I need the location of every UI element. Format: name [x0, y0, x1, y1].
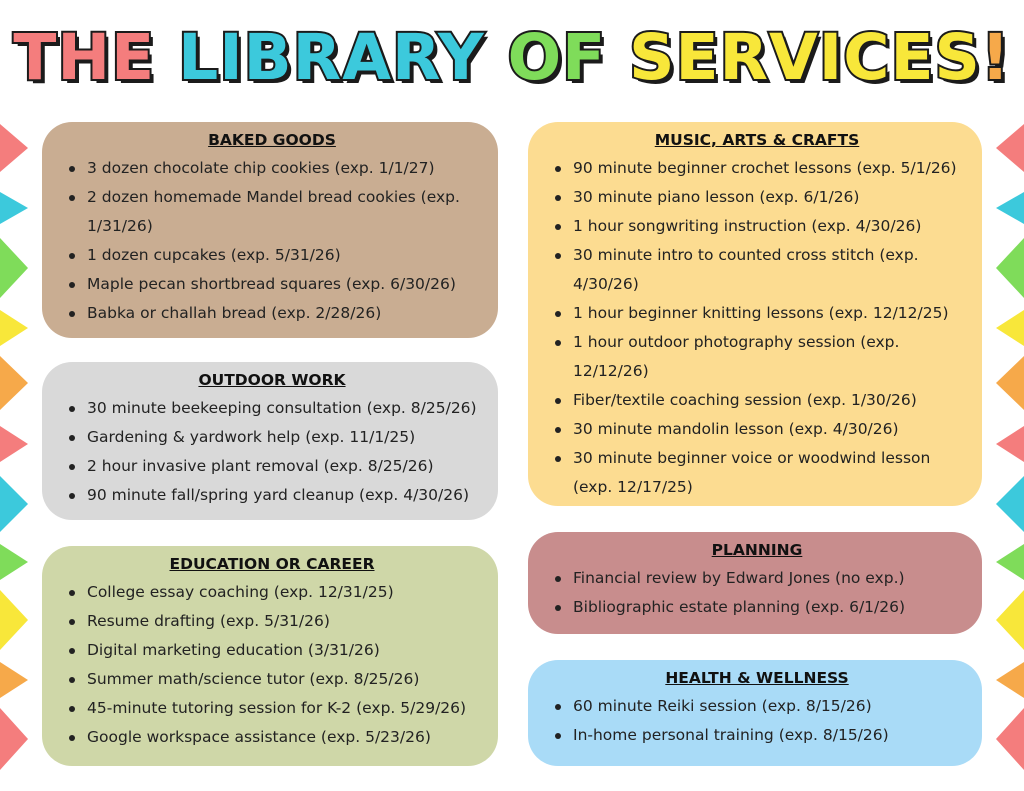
service-item: 30 minute beekeeping consultation (exp. 8/25/26) [66, 394, 478, 423]
health-wellness-card [528, 660, 982, 766]
outdoor-work-card [42, 362, 498, 520]
service-item: Bibliographic estate planning (exp. 6/1/26) [552, 593, 962, 622]
service-item: Babka or challah bread (exp. 2/28/26) [66, 299, 478, 328]
triangle-decoration [996, 426, 1024, 462]
service-item: Google workspace assistance (exp. 5/23/26) [66, 723, 478, 752]
service-item: 1 hour outdoor photography session (exp. 12/12/26) [552, 328, 962, 386]
section-heading: MUSIC, ARTS & CRAFTS [654, 131, 860, 149]
service-item: 2 hour invasive plant removal (exp. 8/25/26) [66, 452, 478, 481]
triangle-decoration [0, 238, 28, 298]
service-item: Summer math/science tutor (exp. 8/25/26) [66, 665, 478, 694]
triangle-decoration [0, 544, 28, 580]
triangle-decoration [996, 310, 1024, 346]
music-arts-crafts-card [528, 122, 982, 506]
service-item: 1 dozen cupcakes (exp. 5/31/26) [66, 241, 478, 270]
triangle-decoration [0, 708, 28, 770]
service-item: 30 minute intro to counted cross stitch (exp. 4/30/26) [552, 241, 962, 299]
service-item: 1 hour beginner knitting lessons (exp. 12/12/25) [552, 299, 962, 328]
triangle-decoration [996, 708, 1024, 770]
section-heading: BAKED GOODS [208, 131, 336, 149]
page-title [0, 18, 1024, 98]
triangle-decoration [996, 476, 1024, 532]
triangle-decoration [996, 356, 1024, 410]
triangle-decoration [0, 356, 28, 410]
service-list [552, 692, 962, 750]
service-item: 3 dozen chocolate chip cookies (exp. 1/1/27) [66, 154, 478, 183]
left-triangle-border [0, 0, 30, 791]
service-item: 30 minute piano lesson (exp. 6/1/26) [552, 183, 962, 212]
service-item: 45-minute tutoring session for K-2 (exp. 5/29/26) [66, 694, 478, 723]
triangle-decoration [996, 662, 1024, 698]
service-item: In-home personal training (exp. 8/15/26) [552, 721, 962, 750]
service-list [66, 578, 478, 752]
service-item: Resume drafting (exp. 5/31/26) [66, 607, 478, 636]
section-heading: EDUCATION OR CAREER [169, 555, 375, 573]
triangle-decoration [0, 124, 28, 172]
triangle-decoration [0, 426, 28, 462]
service-item: 1 hour songwriting instruction (exp. 4/30/26) [552, 212, 962, 241]
triangle-decoration [996, 238, 1024, 298]
triangle-decoration [996, 590, 1024, 650]
service-item: 90 minute beginner crochet lessons (exp. 5/1/26) [552, 154, 962, 183]
service-item: Digital marketing education (3/31/26) [66, 636, 478, 665]
planning-card [528, 532, 982, 634]
section-heading: PLANNING [711, 541, 803, 559]
service-list [552, 564, 962, 622]
section-heading: OUTDOOR WORK [198, 371, 346, 389]
title-word-of: OF [507, 21, 607, 94]
service-item: Fiber/textile coaching session (exp. 1/30/26) [552, 386, 962, 415]
education-career-card [42, 546, 498, 766]
title-word-the: THE [13, 21, 156, 94]
baked-goods-card [42, 122, 498, 338]
service-item: Maple pecan shortbread squares (exp. 6/30/26) [66, 270, 478, 299]
title-word-library: LIBRARY [178, 21, 485, 94]
triangle-decoration [0, 310, 28, 346]
triangle-decoration [996, 544, 1024, 580]
triangle-decoration [0, 662, 28, 698]
service-item: Financial review by Edward Jones (no exp.) [552, 564, 962, 593]
triangle-decoration [0, 476, 28, 532]
service-list [66, 154, 478, 328]
triangle-decoration [996, 124, 1024, 172]
title-word-services: SERVICES [629, 21, 981, 94]
service-item: 30 minute mandolin lesson (exp. 4/30/26) [552, 415, 962, 444]
service-item: 2 dozen homemade Mandel bread cookies (exp. 1/31/26) [66, 183, 478, 241]
service-list [552, 154, 962, 502]
right-triangle-border [994, 0, 1024, 791]
service-item: Gardening & yardwork help (exp. 11/1/25) [66, 423, 478, 452]
title-exclamation: ! [980, 21, 1011, 94]
section-heading: HEALTH & WELLNESS [665, 669, 849, 687]
service-item: 60 minute Reiki session (exp. 8/15/26) [552, 692, 962, 721]
service-item: College essay coaching (exp. 12/31/25) [66, 578, 478, 607]
service-item: 90 minute fall/spring yard cleanup (exp. 4/30/26) [66, 481, 478, 510]
triangle-decoration [996, 192, 1024, 224]
triangle-decoration [0, 590, 28, 650]
triangle-decoration [0, 192, 28, 224]
service-item: 30 minute beginner voice or woodwind lesson (exp. 12/17/25) [552, 444, 962, 502]
service-list [66, 394, 478, 510]
